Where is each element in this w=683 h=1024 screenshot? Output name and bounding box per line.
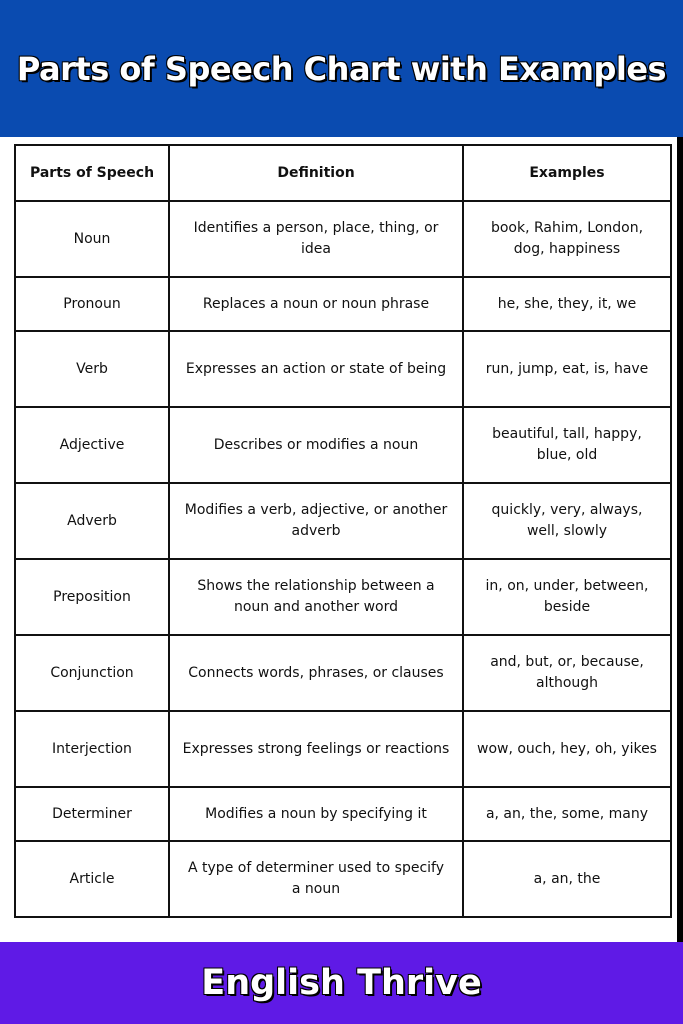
parts-of-speech-table <box>14 144 672 918</box>
cell-part: Adjective <box>15 407 169 483</box>
right-edge-rule <box>677 137 683 942</box>
cell-definition: A type of determiner used to specify a noun <box>169 841 463 917</box>
footer-banner <box>0 942 683 1024</box>
cell-part: Conjunction <box>15 635 169 711</box>
brand-name: English Thrive <box>201 963 482 1003</box>
cell-examples: a, an, the, some, many <box>463 787 671 841</box>
cell-definition: Modifies a noun by specifying it <box>169 787 463 841</box>
table-container <box>14 144 670 918</box>
table-header-row <box>15 145 671 201</box>
cell-examples: wow, ouch, hey, oh, yikes <box>463 711 671 787</box>
cell-definition: Shows the relationship between a noun and another word <box>169 559 463 635</box>
cell-part: Preposition <box>15 559 169 635</box>
cell-part: Interjection <box>15 711 169 787</box>
table-row <box>15 277 671 331</box>
cell-part: Verb <box>15 331 169 407</box>
cell-part: Determiner <box>15 787 169 841</box>
table-row <box>15 483 671 559</box>
cell-definition: Connects words, phrases, or clauses <box>169 635 463 711</box>
table-row <box>15 841 671 917</box>
table-row <box>15 331 671 407</box>
cell-definition: Expresses strong feelings or reactions <box>169 711 463 787</box>
table-row <box>15 787 671 841</box>
cell-examples: beautiful, tall, happy, blue, old <box>463 407 671 483</box>
cell-examples: book, Rahim, London, dog, happiness <box>463 201 671 277</box>
cell-examples: and, but, or, because, although <box>463 635 671 711</box>
cell-examples: in, on, under, between, beside <box>463 559 671 635</box>
column-header-part: Parts of Speech <box>15 145 169 201</box>
header-banner <box>0 0 683 137</box>
column-header-examples: Examples <box>463 145 671 201</box>
cell-part: Noun <box>15 201 169 277</box>
cell-definition: Identifies a person, place, thing, or idea <box>169 201 463 277</box>
cell-examples: run, jump, eat, is, have <box>463 331 671 407</box>
table-row <box>15 407 671 483</box>
cell-definition: Describes or modifies a noun <box>169 407 463 483</box>
cell-examples: he, she, they, it, we <box>463 277 671 331</box>
page-title: Parts of Speech Chart with Examples <box>16 49 667 88</box>
table-row <box>15 711 671 787</box>
column-header-definition: Definition <box>169 145 463 201</box>
cell-definition: Replaces a noun or noun phrase <box>169 277 463 331</box>
cell-examples: quickly, very, always, well, slowly <box>463 483 671 559</box>
cell-part: Adverb <box>15 483 169 559</box>
cell-definition: Modifies a verb, adjective, or another adverb <box>169 483 463 559</box>
table-row <box>15 201 671 277</box>
table-row <box>15 635 671 711</box>
cell-part: Pronoun <box>15 277 169 331</box>
cell-part: Article <box>15 841 169 917</box>
cell-definition: Expresses an action or state of being <box>169 331 463 407</box>
cell-examples: a, an, the <box>463 841 671 917</box>
table-row <box>15 559 671 635</box>
